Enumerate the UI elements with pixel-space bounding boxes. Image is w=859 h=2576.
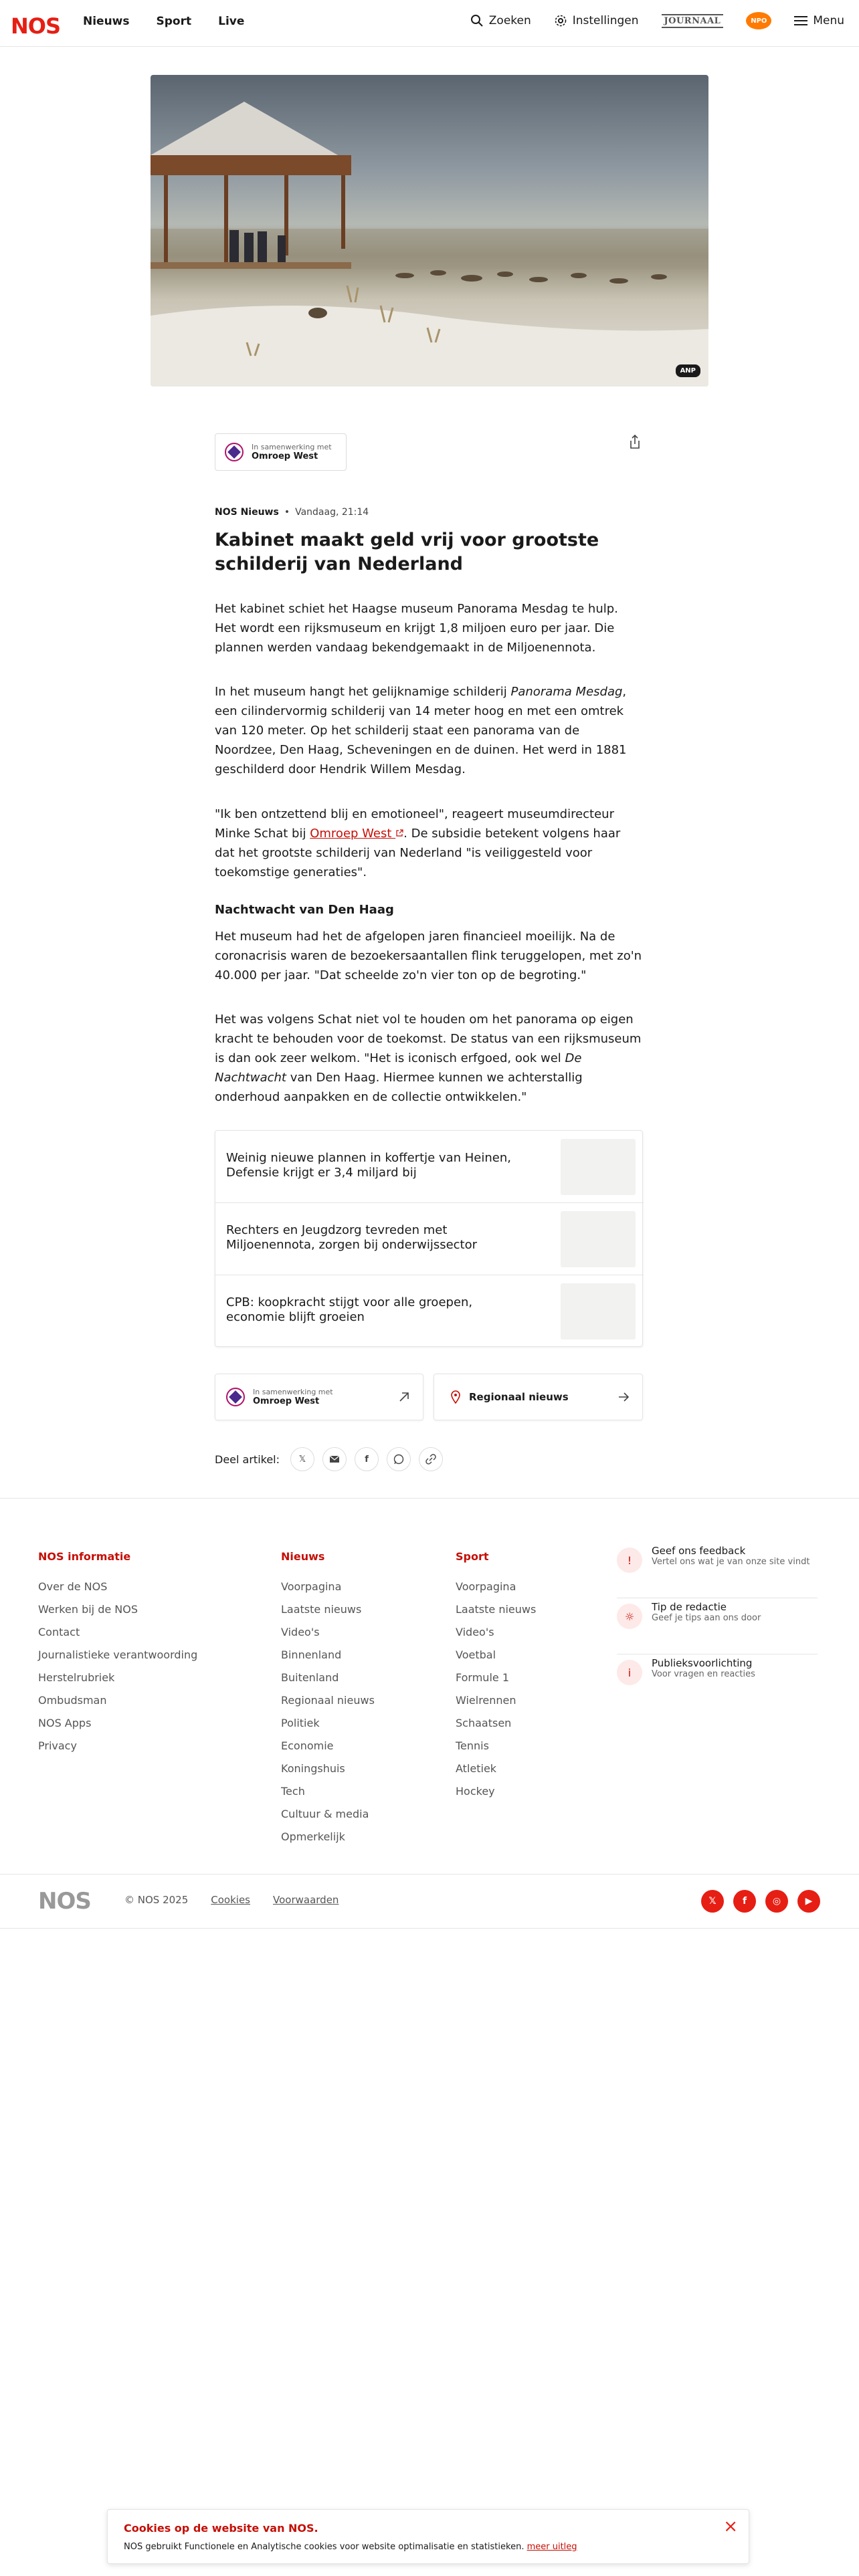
footer-link[interactable]: Politiek bbox=[281, 1717, 320, 1729]
search-label: Zoeken bbox=[488, 14, 531, 27]
footer-link[interactable]: Hockey bbox=[456, 1785, 495, 1798]
footer-link[interactable]: Laatste nieuws bbox=[281, 1603, 362, 1616]
publieksvoorlichting-text: Publieksvoorlichting Voor vragen en reacties bbox=[652, 1657, 755, 1679]
related-article-title: CPB: koopkracht stijgt voor alle groepen, economie blijft groeien bbox=[226, 1295, 473, 1324]
footer-link[interactable]: Regionaal nieuws bbox=[281, 1694, 375, 1707]
menu-button[interactable] bbox=[794, 14, 844, 27]
cookie-more-info-link[interactable]: meer uitleg bbox=[527, 2542, 577, 2552]
article-paragraph-4: Het museum had het de afgelopen jaren financieel moeilijk. Na de coronacrisis waren de bezoekersaantallen flink teruggelopen, met zo'n 40.000 per jaar. "Dat scheelde zo'n vier ton op de begroting." bbox=[215, 930, 642, 982]
footer-divider bbox=[0, 1498, 859, 1499]
related-article-3[interactable] bbox=[215, 1275, 644, 1348]
footer-link[interactable]: Wielrennen bbox=[456, 1694, 516, 1707]
close-icon[interactable]: × bbox=[723, 2516, 738, 2537]
photo-credit-badge: ANP bbox=[676, 364, 700, 377]
arrow-right-icon bbox=[617, 1390, 630, 1404]
card-text bbox=[253, 1388, 333, 1406]
lightbulb-icon: ☼ bbox=[617, 1604, 642, 1629]
related-article-thumbnail bbox=[561, 1211, 636, 1267]
footer-link[interactable]: Video's bbox=[456, 1626, 494, 1638]
nav-nieuws[interactable]: Nieuws bbox=[83, 15, 130, 28]
card-name: Omroep West bbox=[253, 1396, 320, 1406]
footer-link[interactable]: Atletiek bbox=[456, 1762, 497, 1775]
footer-link[interactable]: Werken bij de NOS bbox=[38, 1603, 138, 1616]
site-header bbox=[0, 0, 859, 47]
chat-icon: ! bbox=[617, 1547, 642, 1573]
footer-col-sport bbox=[456, 1550, 536, 1803]
footer-link[interactable]: Tennis bbox=[456, 1739, 489, 1752]
cookie-banner bbox=[107, 2509, 749, 2564]
article-meta: NOS Nieuws • Vandaag, 21:14 bbox=[215, 507, 369, 518]
footer-link[interactable]: Laatste nieuws bbox=[456, 1603, 537, 1616]
cookies-link[interactable]: Cookies bbox=[211, 1894, 250, 1906]
nos-logo[interactable]: NOS bbox=[11, 13, 61, 39]
footer-col-nos-informatie bbox=[38, 1550, 197, 1757]
regional-news-card[interactable] bbox=[434, 1374, 643, 1420]
omroep-west-logo-icon bbox=[225, 443, 244, 461]
related-article-2[interactable] bbox=[215, 1203, 644, 1275]
footer-link[interactable]: Herstelrubriek bbox=[38, 1671, 115, 1684]
footer-link[interactable]: Ombudsman bbox=[38, 1694, 107, 1707]
nav-sport[interactable]: Sport bbox=[156, 15, 192, 28]
share-email-button[interactable] bbox=[322, 1447, 347, 1471]
facebook-icon: f bbox=[365, 1454, 369, 1465]
article-time: Vandaag, 21:14 bbox=[295, 507, 369, 518]
info-icon: i bbox=[617, 1660, 642, 1685]
x-social-icon[interactable]: 𝕏 bbox=[701, 1890, 724, 1913]
nachtwacht-reference: De Nachtwacht bbox=[215, 1051, 582, 1085]
whatsapp-icon bbox=[393, 1454, 404, 1465]
article-paragraph-3: "Ik ben ontzettend blij en emotioneel", reageert museumdirecteur Minke Schat bij Omroep West . De subsidie betekent volgens haar dat het grootste schilderij van Nederland "is veiliggesteld voor toekomstige generaties". bbox=[215, 807, 621, 879]
footer-link[interactable]: Journalistieke verantwoording bbox=[38, 1648, 198, 1661]
omroep-west-link[interactable]: Omroep West bbox=[310, 827, 403, 841]
footer-link[interactable]: Schaatsen bbox=[456, 1717, 512, 1729]
related-articles bbox=[215, 1130, 643, 1347]
card-small-label: In samenwerking met bbox=[253, 1388, 333, 1396]
footer-link[interactable]: Opmerkelijk bbox=[281, 1830, 345, 1843]
painting-name: Panorama Mesdag bbox=[510, 685, 623, 699]
article-paragraph-2: In het museum hangt het gelijknamige schilderij Panorama Mesdag, een cilindervormig schilderij van 14 meter hoog en met een omtrek van 120 meter. Op het schilderij staat een panorama van de Noordzee, Den Haag, Scheveningen en de duinen. Het werd in 1881 geschilderd door Hendrik Willem Mesdag. bbox=[215, 685, 627, 776]
search-icon bbox=[470, 14, 484, 27]
youtube-social-icon[interactable]: ▶ bbox=[797, 1890, 820, 1913]
hamburger-icon bbox=[794, 15, 807, 26]
share-icon-button[interactable] bbox=[626, 433, 644, 451]
footer-col-title: Sport bbox=[456, 1550, 489, 1563]
article-source: NOS Nieuws bbox=[215, 507, 279, 518]
publieksvoorlichting-link[interactable] bbox=[617, 1657, 818, 1711]
nav-live[interactable]: Live bbox=[218, 15, 245, 28]
footer-link[interactable]: Contact bbox=[38, 1626, 80, 1638]
related-article-1[interactable] bbox=[215, 1131, 644, 1203]
footer-link[interactable]: Voorpagina bbox=[281, 1580, 342, 1593]
hero-image bbox=[151, 75, 708, 387]
article-title: Kabinet maakt geld vrij voor grootste schilderij van Nederland bbox=[215, 530, 599, 574]
share-link-button[interactable] bbox=[419, 1447, 443, 1471]
cookie-banner-text: NOS gebruikt Functionele en Analytische cookies voor website optimalisatie en statistieken. meer uitleg bbox=[124, 2542, 577, 2552]
footer-col-title: NOS informatie bbox=[38, 1550, 131, 1563]
related-article-thumbnail bbox=[561, 1139, 636, 1195]
cookie-banner-title: Cookies op de website van NOS. bbox=[124, 2522, 318, 2535]
footer-link[interactable]: Economie bbox=[281, 1739, 334, 1752]
instagram-social-icon[interactable]: ◎ bbox=[765, 1890, 788, 1913]
footer-link[interactable]: Formule 1 bbox=[456, 1671, 509, 1684]
article-intro: Het kabinet schiet het Haagse museum Panorama Mesdag te hulp. Het wordt een rijksmuseum en krijgt 1,8 miljoen euro per jaar. Die plannen werden vandaag bekendgemaakt in de Miljoenennota. bbox=[215, 602, 618, 655]
header-actions bbox=[470, 12, 844, 29]
related-article-thumbnail bbox=[561, 1283, 636, 1339]
related-article-title: Weinig nieuwe plannen in koffertje van Heinen, Defensie krijgt er 3,4 miljard bij bbox=[226, 1151, 511, 1180]
footer-link[interactable]: Privacy bbox=[38, 1739, 77, 1752]
feedback-text: Geef ons feedback Vertel ons wat je van onze site vindt bbox=[652, 1545, 810, 1567]
footer-link[interactable]: Cultuur & media bbox=[281, 1808, 369, 1820]
feedback-link[interactable] bbox=[617, 1545, 818, 1598]
footer-link[interactable]: Koningshuis bbox=[281, 1762, 345, 1775]
share-row bbox=[215, 1447, 443, 1471]
omroep-west-card[interactable] bbox=[215, 1374, 423, 1420]
location-pin-icon bbox=[450, 1390, 461, 1404]
footer-col-nieuws bbox=[281, 1550, 375, 1848]
partner-name: Omroep West bbox=[252, 451, 318, 461]
copyright-text: © NOS 2025 bbox=[124, 1894, 189, 1906]
omroep-west-logo-icon bbox=[226, 1388, 245, 1406]
tip-text: Tip de redactie Geef je tips aan ons door bbox=[652, 1601, 761, 1623]
external-link-icon bbox=[395, 829, 403, 837]
footer-link[interactable]: Voetbal bbox=[456, 1648, 496, 1661]
terms-link[interactable]: Voorwaarden bbox=[273, 1894, 339, 1906]
settings-button[interactable] bbox=[554, 14, 639, 27]
facebook-social-icon[interactable]: f bbox=[733, 1890, 756, 1913]
share-facebook-button[interactable] bbox=[355, 1447, 379, 1471]
search-button[interactable] bbox=[470, 14, 531, 27]
partner-text bbox=[252, 443, 332, 461]
share-label: Deel artikel: bbox=[215, 1453, 280, 1466]
main-nav bbox=[83, 15, 244, 28]
footer-link[interactable]: Video's bbox=[281, 1626, 320, 1638]
footer-link[interactable]: Voorpagina bbox=[456, 1580, 516, 1593]
footer-link[interactable]: Binnenland bbox=[281, 1648, 342, 1661]
x-icon: 𝕏 bbox=[298, 1454, 306, 1465]
share-x-button[interactable] bbox=[290, 1447, 314, 1471]
footer-link[interactable]: Tech bbox=[281, 1785, 305, 1798]
share-whatsapp-button[interactable] bbox=[387, 1447, 411, 1471]
mail-icon bbox=[329, 1455, 340, 1463]
arrow-up-right-icon bbox=[397, 1390, 411, 1404]
article-paragraph-5: Het was volgens Schat niet vol te houden om het panorama op eigen kracht te behouden voor de toekomst. De status van een rijksmuseum is dan ook zeer welkom. "Het is iconisch erfgoed, ook wel De Nachtwacht van Den Haag. Hiermee kunnen we achterstallig onderhoud aanpakken en de collectie ontwikkelen." bbox=[215, 1012, 642, 1104]
partner-small-label: In samenwerking met bbox=[252, 443, 332, 451]
settings-label: Instellingen bbox=[572, 14, 639, 27]
panorama-illustration bbox=[151, 75, 708, 387]
regional-news-label: Regionaal nieuws bbox=[469, 1391, 569, 1403]
footer-col-title: Nieuws bbox=[281, 1550, 325, 1563]
npo-logo[interactable]: NPO bbox=[746, 12, 771, 29]
social-links bbox=[701, 1890, 820, 1913]
gear-icon bbox=[554, 14, 567, 27]
article-subheading: Nachtwacht van Den Haag bbox=[215, 903, 394, 917]
link-icon bbox=[425, 1454, 436, 1465]
share-icon bbox=[626, 433, 644, 451]
related-article-title: Rechters en Jeugdzorg tevreden met Miljoenennota, zorgen bij onderwijssector bbox=[226, 1223, 478, 1252]
footer-link[interactable]: Buitenland bbox=[281, 1671, 339, 1684]
journaal-logo[interactable]: JOURNAAL bbox=[662, 14, 724, 28]
partner-omroep-west[interactable] bbox=[215, 433, 347, 471]
footer-legal-links bbox=[124, 1894, 339, 1906]
footer-link[interactable]: Over de NOS bbox=[38, 1580, 108, 1593]
footer-link[interactable]: NOS Apps bbox=[38, 1717, 92, 1729]
tip-redactie-link[interactable] bbox=[617, 1601, 818, 1654]
footer-nos-logo[interactable]: NOS bbox=[38, 1888, 91, 1915]
menu-label: Menu bbox=[813, 14, 844, 27]
